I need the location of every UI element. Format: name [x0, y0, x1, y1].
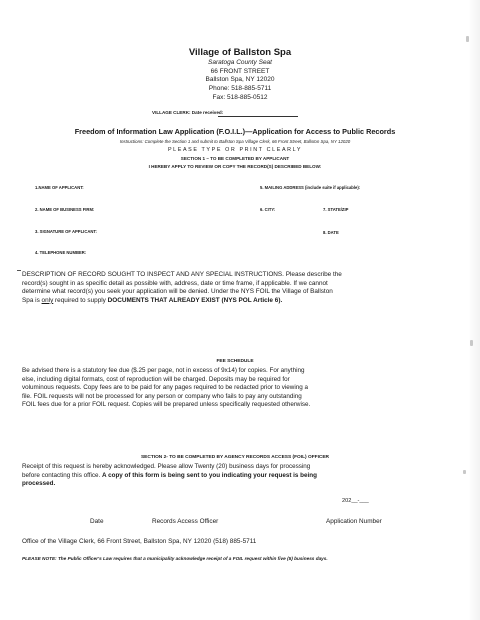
description-line: determine what record(s) you seek your application will be denied. Under the NYS FOIL the Village of Ballston — [22, 288, 333, 296]
receipt-paragraph — [22, 463, 442, 489]
fax-number: Fax: 518-885-0512 — [212, 94, 268, 101]
field-mailing-address: 5. MAILING ADDRESS (include suite if applicable): — [260, 185, 361, 190]
street-address: 66 FRONT STREET — [210, 68, 270, 75]
record-description-paragraph — [22, 271, 442, 305]
scan-speck — [463, 470, 466, 474]
description-line: Spa is only required to supply DOCUMENTS THAT ALREADY EXIST (NYS POL Article 6). — [22, 296, 283, 304]
application-year-blank: 202__-___ — [342, 498, 369, 504]
office-address-line: Office of the Village Clerk, 66 Front Street, Ballston Spa, NY 12020 (518) 885-5711 — [22, 538, 257, 545]
fee-line: Be advised there is a statutory fee due ($.25 per page, not in excess of 9x14) for copies. For anything — [22, 367, 305, 374]
field-city: 6. CITY: — [260, 207, 276, 212]
fee-line: FOIL fees due for a prior FOIL request. Copies will be prepared unless specifically requested otherwise. — [22, 401, 311, 408]
print-clearly-notice: PLEASE TYPE OR PRINT CLEARLY — [167, 147, 303, 153]
date-signature-label: Date — [90, 518, 104, 525]
fee-line: else, including digital formats, cost of reproduction will be charged. Deposits may be required for — [22, 375, 290, 383]
receipt-line: Receipt of this request is hereby acknowledged. Please allow Twenty (20) business days for processing — [22, 463, 311, 470]
phone-number: Phone: 518-885-5711 — [208, 85, 272, 92]
field-signature: 3. SIGNATURE OF APPLICANT: — [35, 229, 97, 234]
application-number-label: Application Number — [326, 518, 382, 525]
fee-line: voluminous requests. Copy fees are to be paid for any pages required to be redacted prior to viewing a — [22, 384, 308, 391]
section-1-heading: SECTION 1 – TO BE COMPLETED BY APPLICANT — [180, 156, 290, 161]
section-2-heading: SECTION 2- TO BE COMPLETED BY AGENCY RECORDS ACCESS (FOIL) OFFICER — [140, 455, 330, 460]
field-telephone: 4. TELEPHONE NUMBER: — [35, 250, 87, 255]
description-line: record(s) sought in as specific detail as possible with, address, date or time frame, if applicable. If we cannot — [22, 279, 328, 287]
scan-edge-shadow — [468, 0, 480, 620]
margin-dash — [17, 270, 21, 271]
county-seat: Saratoga County Seat — [208, 59, 272, 66]
field-business-firm: 2. NAME OF BUSINESS FIRM: — [35, 207, 95, 212]
apply-statement: I HEREBY APPLY TO REVIEW OR COPY THE RECORD(S) DESCRIBED BELOW: — [148, 164, 322, 169]
scan-speck — [466, 36, 469, 42]
records-officer-label: Records Access Officer — [152, 518, 219, 525]
field-date: 8. DATE — [323, 230, 339, 235]
city-address: Ballston Spa, NY 12020 — [205, 76, 275, 83]
form-title: Freedom of Information Law Application (F.O.I.L.)—Application for Access to Public Records — [74, 127, 396, 136]
receipt-line: before contacting this office. A copy of this form is being sent to you indicating your request is being — [22, 471, 317, 479]
description-line: DESCRIPTION OF RECORD SOUGHT TO INSPECT AND ANY SPECIAL INSTRUCTIONS. Please describe the — [22, 271, 342, 278]
date-received-label: VILLAGE CLERK: Date received: — [152, 110, 224, 115]
scan-speck — [470, 340, 473, 346]
fee-line: file. FOIL requests will not be processed for any person or company who fails to pay any outstanding — [22, 392, 302, 400]
form-instructions: Instructions: Complete the Section 1 and submit to Ballston Spa Village Clerk, 66 Front Street, Ballston Spa, NY 12020 — [119, 139, 351, 144]
receipt-line: processed. — [22, 480, 56, 487]
field-state-zip: 7. STATE/ZIP — [323, 207, 349, 212]
date-received-line — [218, 116, 298, 117]
fee-schedule-paragraph — [22, 367, 442, 410]
fee-schedule-heading: FEE SCHEDULE — [216, 359, 254, 364]
village-name: Village of Ballston Spa — [188, 47, 292, 58]
field-name-of-applicant: 1.NAME OF APPLICANT: — [35, 185, 84, 190]
please-note: PLEASE NOTE: The Public Officer's Law requires that a municipality acknowledge receipt of a FOIL request within five (5) business days. — [22, 556, 328, 561]
